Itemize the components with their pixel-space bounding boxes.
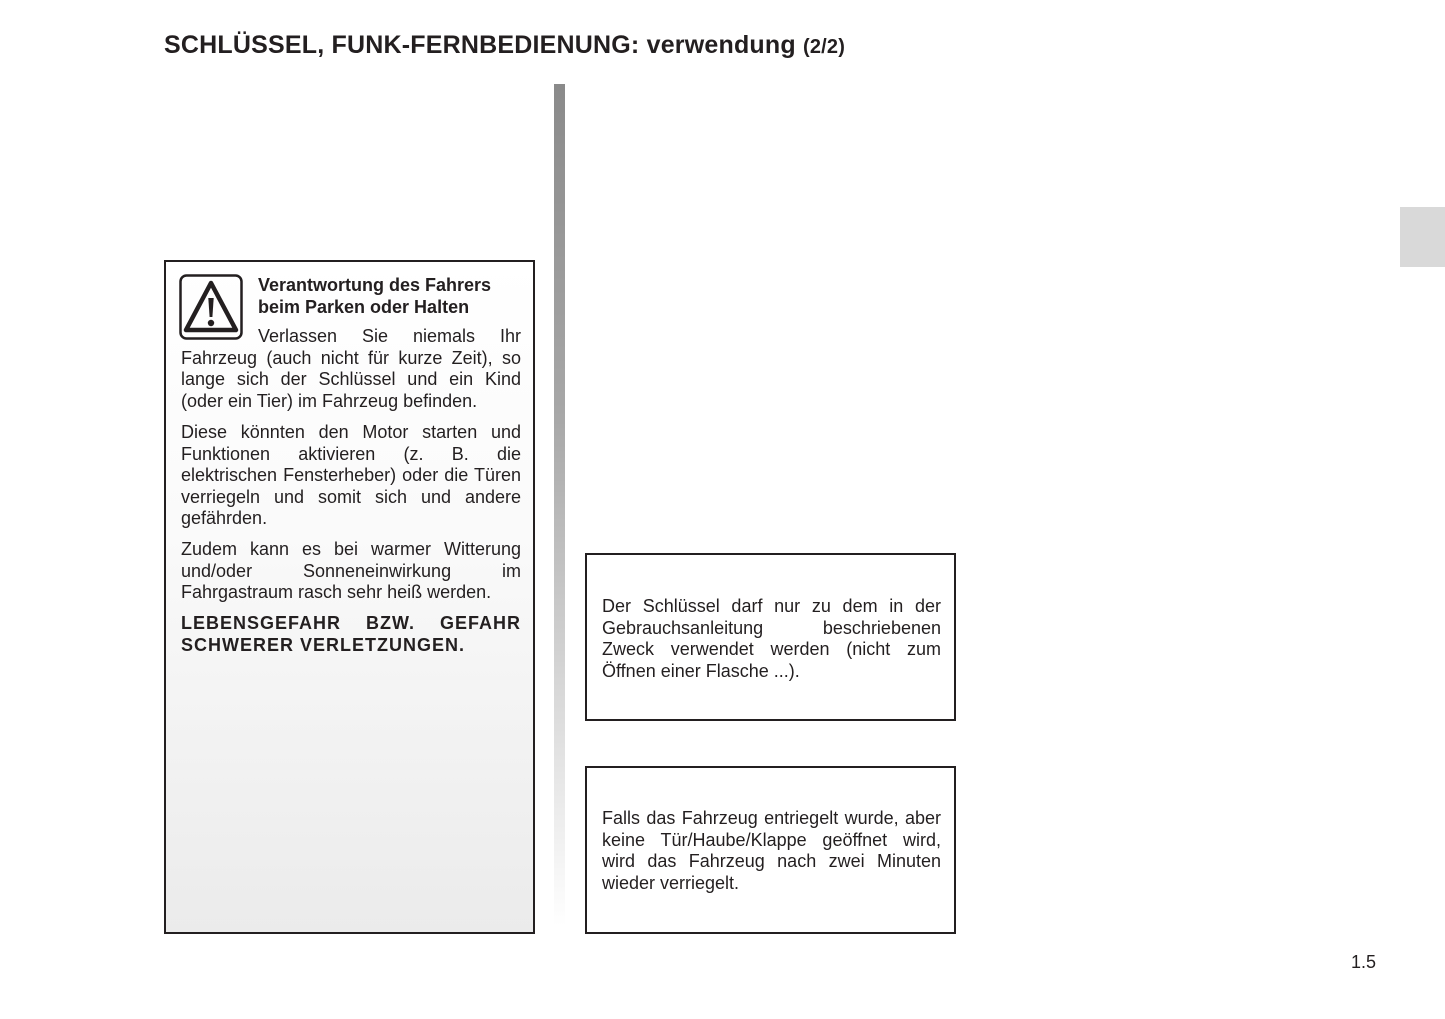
- note-box-key-usage: [585, 553, 956, 721]
- note-text: Falls das Fahrzeug entriegelt wurde, aber keine Tür/Haube/Klappe geöffnet wird, wird das Fahrzeug nach zwei Minuten wieder verriegelt.: [602, 808, 941, 893]
- note-text: Der Schlüssel darf nur zu dem in der Gebrauchsanleitung beschriebenen Zweck verwendet werden (nicht zum Öffnen einer Flasche ...).: [602, 596, 941, 681]
- column-divider: [554, 84, 565, 926]
- danger-statement: LEBENSGEFAHR BZW. GEFAHR SCHWERER VERLETZUNGEN.: [181, 613, 521, 655]
- page-title-part: (2/2): [802, 36, 846, 58]
- note-box-auto-relock: [585, 766, 956, 934]
- page-title-main: SCHLÜSSEL, FUNK-FERNBEDIENUNG:: [164, 31, 647, 59]
- warning-box: [164, 260, 535, 934]
- warning-paragraph: Diese könnten den Motor starten und Funktionen aktivieren (z. B. die elektrischen Fensterheber) oder die Türen verriegeln und somit sich und andere gefährden.: [181, 422, 521, 528]
- page-title: [164, 31, 845, 60]
- warning-heading: Verantwortung des Fahrers beim Parken oder Halten: [258, 275, 492, 317]
- chapter-tab-marker: [1400, 207, 1445, 267]
- page-number: 1.5: [1351, 952, 1377, 972]
- page-title-suffix: verwendung: [646, 31, 803, 59]
- warning-paragraph: Verlassen Sie niemals Ihr Fahrzeug (auch nicht für kurze Zeit), so lange sich der Schlüssel und ein Kind (oder ein Tier) im Fahrzeug befinden.: [181, 326, 521, 411]
- warning-paragraph: Zudem kann es bei warmer Witterung und/oder Sonneneinwirkung im Fahrgastraum rasch sehr heiß werden.: [181, 539, 521, 602]
